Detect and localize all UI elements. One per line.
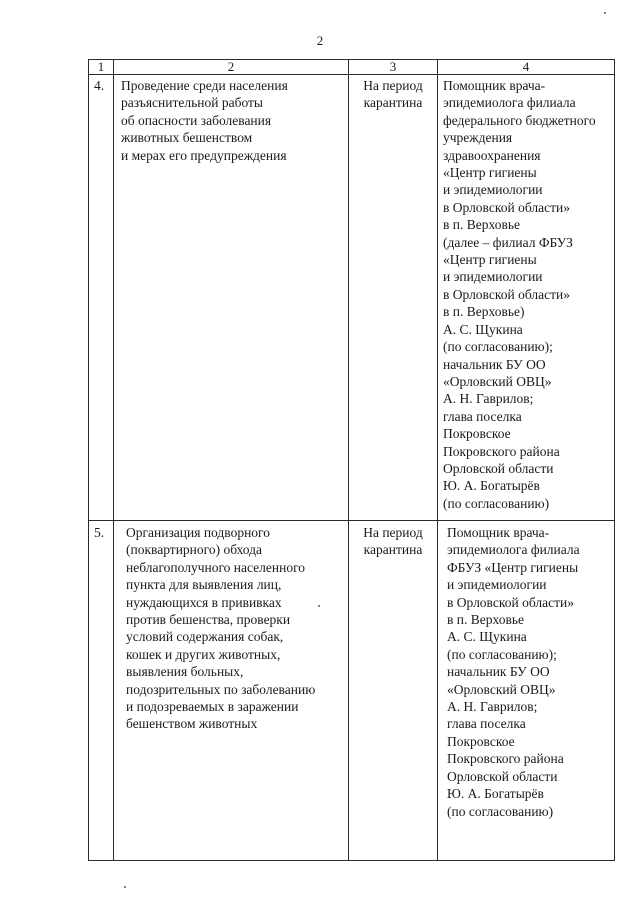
responsible-line: Помощник врача- [443,78,546,93]
column-header: 2 [227,59,235,74]
responsible-line: начальник БУ ОО [443,356,546,372]
responsible-line: ФБУЗ «Центр гигиены [447,559,579,575]
scan-speck [124,886,126,888]
responsible-line: в Орловской области» [447,594,574,610]
activity-line: об опасности заболевания [121,112,272,128]
activity-line: Проведение среди населения [121,78,288,93]
responsible-line: здравоохранения [443,147,541,163]
responsible-line: и эпидемиологии [443,269,543,285]
responsible-line: и эпидемиологии [443,182,543,198]
row-divider [89,520,614,521]
term-line: карантина [363,95,423,111]
activities-table [88,59,615,861]
term-cell [349,77,437,112]
responsible-line: в Орловской области» [443,286,570,302]
term-line: карантина [363,542,423,558]
responsible-line: начальник БУ ОО [447,664,550,680]
activity-line: нуждающихся в прививках [126,594,282,610]
term-line: На период [363,525,423,540]
responsible-line: Ю. А. Богатырёв [443,478,540,494]
column-divider [113,60,114,860]
activity-line: против бешенства, проверки [126,612,291,628]
activity-line: Организация подворного [126,525,270,540]
activity-line: кошек и других животных, [126,646,281,662]
activity-line: (поквартирного) обхода [126,542,263,558]
responsible-line: (по согласованию) [447,803,554,819]
responsible-line: в п. Верховье) [443,304,525,320]
column-divider [348,60,349,860]
responsible-line: глава поселка [447,716,526,732]
responsible-line: Помощник врача- [447,525,550,540]
responsible-line: Покровское [447,733,515,749]
responsible-line: учреждения [443,130,513,146]
responsible-line: эпидемиолога филиала [443,95,576,111]
responsible-line: (по согласованию); [447,646,557,662]
term-line: На период [363,78,423,93]
activity-line: животных бешенством [121,130,253,146]
responsible-line: в п. Верховье [443,217,520,233]
responsible-line: федерального бюджетного [443,112,596,128]
responsible-line: (далее – филиал ФБУЗ [443,234,573,250]
column-header: 1 [97,59,105,74]
responsible-line: и эпидемиологии [447,577,547,593]
header-row-divider [89,74,614,75]
activity-line: подозрительных по заболеванию [126,681,316,697]
responsible-cell [447,524,580,820]
activity-line: и мерах его предупреждения [121,147,287,163]
column-divider [437,60,438,860]
activity-cell [126,524,315,733]
responsible-line: А. С. Щукина [443,321,523,337]
activity-line: и подозреваемых в заражении [126,699,299,715]
responsible-line: в п. Верховье [447,612,524,628]
responsible-line: Покровского района [447,751,564,767]
activity-line: разъяснительной работы [121,95,263,111]
column-header: 4 [522,59,530,74]
activity-line: пункта для выявления лиц, [126,577,282,593]
responsible-line: глава поселка [443,408,522,424]
responsible-line: «Центр гигиены [443,252,537,268]
responsible-line: Покровского района [443,443,560,459]
activity-line: условий содержания собак, [126,629,284,645]
column-header: 3 [389,59,397,74]
responsible-line: «Орловский ОВЦ» [447,681,556,697]
activity-line: выявления больных, [126,664,244,680]
responsible-cell [443,77,596,512]
page-number: 2 [316,33,324,48]
responsible-line: (по согласованию) [443,495,550,511]
responsible-line: (по согласованию); [443,339,553,355]
row-number: 4. [94,78,105,93]
responsible-line: «Орловский ОВЦ» [443,373,552,389]
responsible-line: Орловской области [443,460,554,476]
term-cell [349,524,437,559]
activity-line: неблагополучного населенного [126,559,306,575]
responsible-line: Орловской области [447,768,558,784]
responsible-line: Ю. А. Богатырёв [447,786,544,802]
scan-speck [604,12,606,14]
responsible-line: эпидемиолога филиала [447,542,580,558]
responsible-line: Покровское [443,426,511,442]
responsible-line: в Орловской области» [443,199,570,215]
activity-line: бешенством животных [126,716,258,732]
responsible-line: А. Н. Гаврилов; [447,699,538,715]
responsible-line: «Центр гигиены [443,165,537,181]
row-number: 5. [94,525,105,540]
responsible-line: А. С. Щукина [447,629,527,645]
scan-speck [318,605,320,607]
activity-cell [121,77,288,164]
responsible-line: А. Н. Гаврилов; [443,391,534,407]
